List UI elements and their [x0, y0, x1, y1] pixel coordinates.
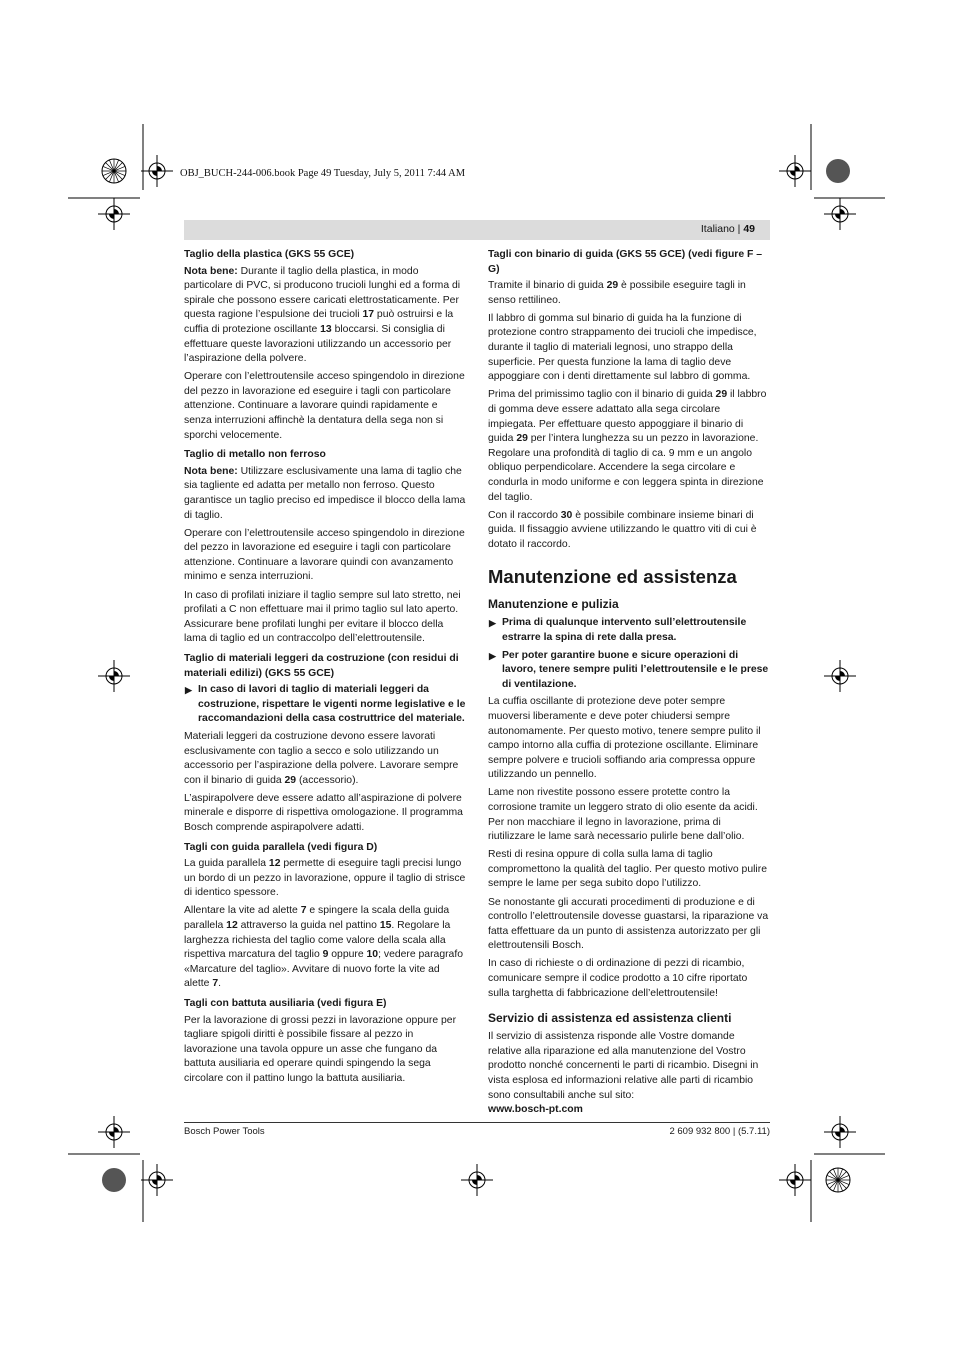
- section-title-metal: Taglio di metallo non ferroso: [184, 449, 326, 461]
- paragraph: Operare con l’elettroutensile acceso spingendolo in direzione del pezzo in lavorazione ed eseguire i tagli con particolare attenzione. Continuare a lavorare quindi rapidamente e senza interruzioni affinchè la dentatura della sega non si sporchi velocemente.: [184, 371, 465, 441]
- section-title-auxiliary-stop: Tagli con battuta ausiliaria (vedi figura E): [184, 998, 387, 1009]
- header-text: [701, 223, 755, 235]
- paragraph: Resti di resina oppure di colla sulla lama di taglio compromettono la qualità del taglio. Per questo motivo pulire sempre le lame per sega subito dopo l’utilizzo.: [488, 849, 767, 890]
- paragraph: Materiali leggeri da costruzione devono essere lavorati esclusivamente con taglio a secco e solo utilizzando un accessorio per l’aspirazione della polvere. Lavorare sempre con il binario di guida 29 (accessorio).: [184, 730, 459, 786]
- right-column: [488, 248, 770, 1121]
- section-title-guide-rail: Tagli con binario di guida (GKS 55 GCE) (vedi figure F – G): [488, 249, 763, 275]
- page-number: 49: [743, 223, 755, 235]
- footer-doc-code: 2 609 932 800 | (5.7.11): [669, 1126, 770, 1137]
- header-separator: |: [734, 223, 744, 235]
- header-language: Italiano: [700, 223, 735, 235]
- footer-brand: Bosch Power Tools: [184, 1126, 265, 1137]
- paragraph: Con il raccordo 30 è possibile combinare insieme binari di guida. Il fissaggio avviene utilizzando le quattro viti di cui è dotato il raccordo.: [488, 509, 757, 550]
- paragraph: Per la lavorazione di grossi pezzi in lavorazione oppure per tagliare spigoli diritti è possibile fissare al pezzo in lavorazione una tavola oppure un asse che fungano da battuta ausiliaria ed operare quindi spingendo la sega circolare con il pattino lungo la battuta ausiliaria.: [184, 1014, 457, 1084]
- paragraph: Prima del primissimo taglio con il binario di guida 29 il labbro di gomma deve essere adattato alla sega circolare impiegata. Per effettuare questo appoggiare il binario di guida 29 per l’intera lunghezza su un pezzo in lavorazione. Regolare una profondità di taglio di ca. 9 mm e un angolo obliquo perpendicolare. Accendere la sega circolare e condurla in modo uniforme e con leggera spinta in direzione del taglio.: [488, 389, 767, 503]
- footer-rule: [184, 1122, 770, 1123]
- warning-bullet: ▶ In caso di lavori di taglio di materiali leggeri da costruzione, rispettare le vigenti norme legislative e le raccomandazioni della casa costruttrice del materiale.: [185, 684, 466, 725]
- subsection-title-maintenance: Manutenzione e pulizia: [488, 597, 619, 612]
- triangle-bullet-icon: ▶: [489, 650, 496, 661]
- paragraph: Nota bene: Utilizzare esclusivamente una lama di taglio che sia tagliente ed adatta per metallo non ferroso. Questo garantisce un taglio preciso ed impedisce il blocco della lama di taglio.: [184, 465, 466, 521]
- paragraph: Se nonostante gli accurati procedimenti di produzione e di controllo l’elettroutensile dovesse guastarsi, la riparazione va fatta effettuare da un punto di assistenza autorizzato per gli elettroutensili Bosch.: [488, 896, 769, 952]
- chapter-title: Manutenzione ed assistenza: [488, 566, 737, 588]
- paragraph: Operare con l’elettroutensile acceso spingendolo in direzione del pezzo in lavorazione ed eseguire i tagli con particolare attenzione. Continuare a lavorare quindi con avanzamento minimo e senza interruzioni.: [184, 527, 465, 583]
- warning-bullet: ▶ Prima di qualunque intervento sull’elettroutensile estrarre la spina di rete dalla presa.: [489, 617, 747, 643]
- paragraph: In caso di profilati iniziare il taglio sempre sul lato stretto, nei profilati a C non effettuare mai il primo taglio sul lato aperto. Assicurare bene profilati lunghi per evitare il blocco della lama di taglio ed un contraccolpo dell’elettroutensile.: [184, 589, 461, 645]
- paragraph: Lame non rivestite possono essere protette contro la corrosione tramite un leggero strato di olio esente da acidi. Per non macchiare il legno in lavorazione, prima di riutilizzare le lame sarà necessario pulirle bene dall’olio.: [488, 787, 758, 843]
- paragraph: In caso di richieste o di ordinazione di pezzi di ricambio, comunicare sempre il codice prodotto a 10 cifre riportato sulla targhetta di fabbricazione dell’elettroutensile!: [488, 958, 748, 999]
- paragraph: La guida parallela 12 permette di eseguire tagli precisi lungo un bordo di un pezzo in lavorazione, oppure il taglio di strisce di identico spessore.: [184, 858, 466, 899]
- page-header: [184, 220, 770, 240]
- paragraph: Il labbro di gomma sul binario di guida ha la funzione di protezione contro strappamento dei trucioli che impedisce, durante il taglio di materiali legnosi, uno strappo della superficie. Per questa funzione la lama di taglio deve appoggiare con i denti direttamente sul labbro di gomma.: [488, 312, 757, 383]
- paragraph: L’aspirapolvere deve essere adatto all’aspirazione di polvere minerale e disporre di rispettiva omologazione. Il programma Bosch comprende aspirapolvere adatti.: [184, 792, 463, 833]
- section-title-plastic: Taglio della plastica (GKS 55 GCE): [184, 249, 355, 260]
- paragraph: Allentare la vite ad alette 7 e spingere la scala della guida parallela 12 attraverso la guida nel pattino 15. Regolare la larghezza richiesta del taglio come valore della scala alla rispettiva marcatura del taglio 9 oppure 10; vedere paragrafo «Marcature del taglio». Avvitare di nuovo forte la vite ad alette 7.: [184, 905, 464, 990]
- left-column: [184, 248, 466, 1090]
- section-title-building-materials: Taglio di materiali leggeri da costruzione (con residui di materiali edilizi) (GKS 55 GCE): [184, 652, 459, 679]
- paragraph: La cuffia oscillante di protezione deve poter sempre muoversi liberamente e deve poter chiudersi sempre autonomamente. Per questo motivo, tenere sempre pulito il campo intorno alla cuffia di protezione oscillante. Eliminare sempre polvere e trucioli soffiando aria compressa oppure utilizzando un pennello.: [488, 696, 761, 781]
- paragraph: Tramite il binario di guida 29 è possibile eseguire tagli in senso rettilineo.: [488, 280, 746, 306]
- website-link[interactable]: www.bosch-pt.com: [488, 1104, 583, 1116]
- triangle-bullet-icon: ▶: [489, 618, 496, 629]
- print-slug: OBJ_BUCH-244-006.book Page 49 Tuesday, July 5, 2011 7:44 AM: [180, 168, 466, 179]
- warning-bullet: ▶ Per poter garantire buone e sicure operazioni di lavoro, tenere sempre puliti l’elettroutensile e le prese di ventilazione.: [489, 649, 769, 690]
- triangle-bullet-icon: ▶: [185, 685, 192, 696]
- paragraph: Nota bene: Durante il taglio della plastica, in modo particolare di PVC, si producono trucioli lunghi ed a forma di spirale che possono essere caricati elettrostaticamente. Per questa ragione l’espulsione dei trucioli 17 può ostruirsi e la cuffia di protezione oscillante 13 bloccarsi. Si consiglia di effettuare queste lavorazioni utilizzando un accessorio per l’aspirazione della polvere.: [184, 265, 461, 365]
- paragraph: Il servizio di assistenza risponde alle Vostre domande relative alla riparazione ed alla manutenzione del Vostro prodotto nonché concernenti le parti di ricambio. Disegni in vista esplosa ed informazioni relative alle parti di ricambio sono consultabili anche sul sito:: [488, 1031, 759, 1101]
- subsection-title-service: Servizio di assistenza ed assistenza clienti: [488, 1011, 732, 1026]
- section-title-parallel-guide: Tagli con guida parallela (vedi figura D): [184, 841, 378, 853]
